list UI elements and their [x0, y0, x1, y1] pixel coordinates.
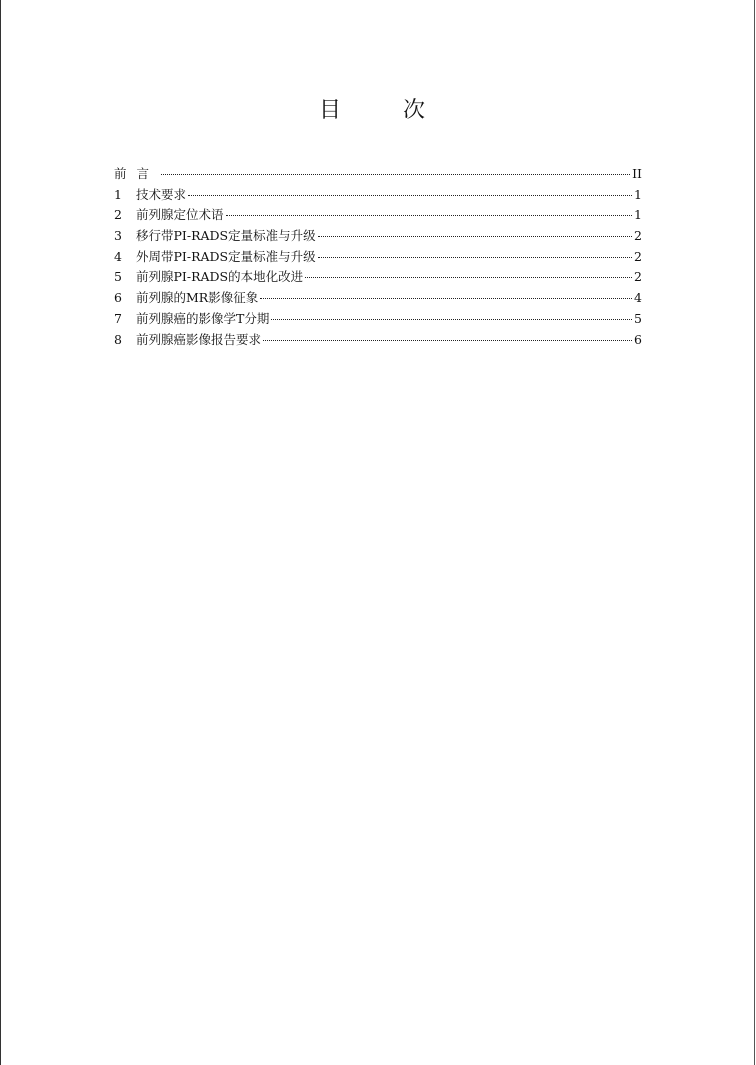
- toc-entry-4[interactable]: [114, 247, 642, 268]
- toc-entry-6[interactable]: [114, 288, 642, 309]
- toc-entry-1[interactable]: [114, 185, 642, 206]
- toc-entry-page: 6: [634, 331, 642, 347]
- toc-entry-title: 移行带PI-RADS定量标准与升级: [136, 228, 316, 244]
- toc-entry-page: 1: [634, 186, 642, 202]
- toc-entry-page: 2: [634, 269, 642, 285]
- toc-entry-preface[interactable]: [114, 164, 642, 185]
- toc-entry-title: 前言: [114, 166, 160, 181]
- toc-dot-leader: [161, 174, 630, 175]
- toc-entry-title: 前列腺癌的影像学T分期: [136, 310, 270, 326]
- toc-entry-number: 4: [114, 248, 122, 264]
- toc-entry-page: 4: [634, 290, 642, 306]
- toc-entry-title: 前列腺定位术语: [136, 207, 224, 223]
- toc-entry-title: 技术要求: [136, 186, 187, 202]
- toc-dot-leader: [318, 236, 632, 237]
- toc-entry-3[interactable]: [114, 226, 642, 247]
- toc-dot-leader: [260, 298, 632, 299]
- toc-entry-page: II: [632, 166, 642, 181]
- toc-entry-8[interactable]: [114, 330, 642, 351]
- toc-entry-number: 7: [114, 310, 122, 326]
- toc-dot-leader: [263, 340, 632, 341]
- page-border-left: [0, 0, 1, 1065]
- toc-dot-leader: [226, 215, 633, 216]
- toc-entry-title: 外周带PI-RADS定量标准与升级: [136, 248, 316, 264]
- toc-entry-page: 5: [634, 310, 642, 326]
- page-border-right: [754, 0, 755, 1065]
- toc-entry-page: 1: [634, 207, 642, 223]
- toc-entry-number: 2: [114, 207, 122, 223]
- toc-entry-number: 3: [114, 228, 122, 244]
- toc-entry-page: 2: [634, 248, 642, 264]
- toc-entry-title: 前列腺PI-RADS的本地化改进: [136, 269, 304, 285]
- toc-dot-leader: [188, 195, 632, 196]
- toc-dot-leader: [305, 277, 632, 278]
- toc-entry-page: 2: [634, 228, 642, 244]
- toc-title: 目 次: [318, 98, 445, 123]
- toc-entry-number: 1: [114, 186, 122, 202]
- toc-entry-number: 8: [114, 331, 122, 347]
- table-of-contents: [114, 164, 642, 350]
- toc-entry-title: 前列腺的MR影像征象: [136, 290, 259, 306]
- toc-entry-5[interactable]: [114, 267, 642, 288]
- toc-entry-7[interactable]: [114, 309, 642, 330]
- toc-entry-2[interactable]: [114, 205, 642, 226]
- toc-dot-leader: [318, 257, 632, 258]
- toc-dot-leader: [271, 319, 632, 320]
- toc-entry-title: 前列腺癌影像报告要求: [136, 331, 262, 347]
- toc-entry-number: 5: [114, 269, 122, 285]
- toc-entry-number: 6: [114, 290, 122, 306]
